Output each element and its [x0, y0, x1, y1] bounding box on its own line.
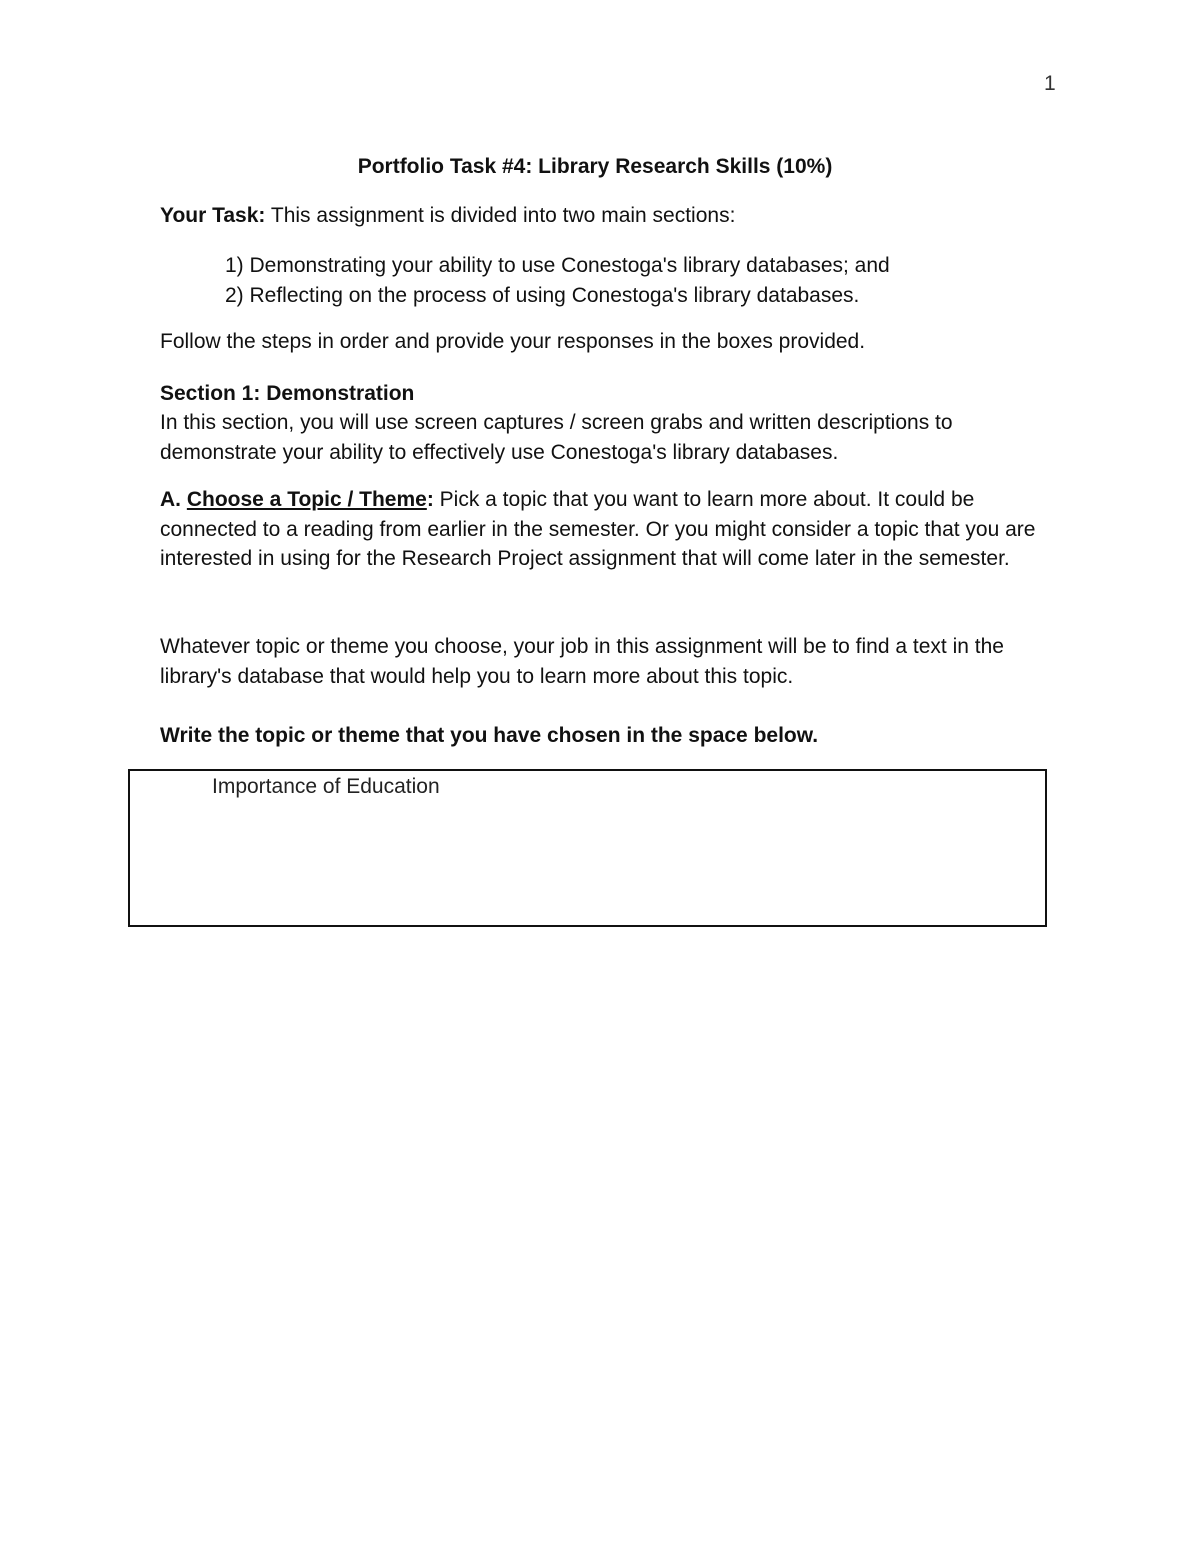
your-task-label: Your Task: — [160, 204, 266, 227]
task-list-item: 2) Reflecting on the process of using Conestoga's library databases. — [225, 283, 860, 307]
topic-explanation-paragraph: Whatever topic or theme you choose, your job in this assignment will be to find a text in the library's database that would help you to learn more about this topic. — [160, 635, 1004, 688]
choose-topic-text: Pick a topic that you want to learn more about. It could be connected to a reading from earlier in the semester. Or you might consider a topic that you are interested in using for the Research Project assignment that will come later in the semester. — [160, 488, 1036, 570]
task-list-item: 1) Demonstrating your ability to use Conestoga's library databases; and — [225, 254, 890, 277]
choose-topic-label: Choose a Topic / Theme — [186, 488, 427, 511]
section-heading: Section 1: Demonstration — [160, 382, 415, 405]
step-letter: A. — [160, 488, 187, 511]
document-title: Portfolio Task #4: Library Research Skills (10%) — [357, 155, 833, 178]
task-list — [225, 251, 1045, 310]
section-description: In this section, you will use screen captures / screen grabs and written descriptions to demonstrate your ability to effectively use Conestoga's library databases. — [160, 411, 953, 464]
choose-topic-paragraph — [160, 485, 1040, 574]
choose-topic-colon: : — [426, 488, 434, 511]
your-task-paragraph — [160, 201, 1040, 231]
write-topic-prompt: Write the topic or theme that you have chosen in the space below. — [160, 724, 819, 747]
answer-text: Importance of Education — [212, 775, 440, 798]
page-number: 1 — [1044, 72, 1056, 95]
follow-instructions: Follow the steps in order and provide your responses in the boxes provided. — [160, 330, 866, 353]
answer-box[interactable] — [128, 769, 1047, 927]
your-task-text: This assignment is divided into two main sections: — [265, 204, 736, 227]
